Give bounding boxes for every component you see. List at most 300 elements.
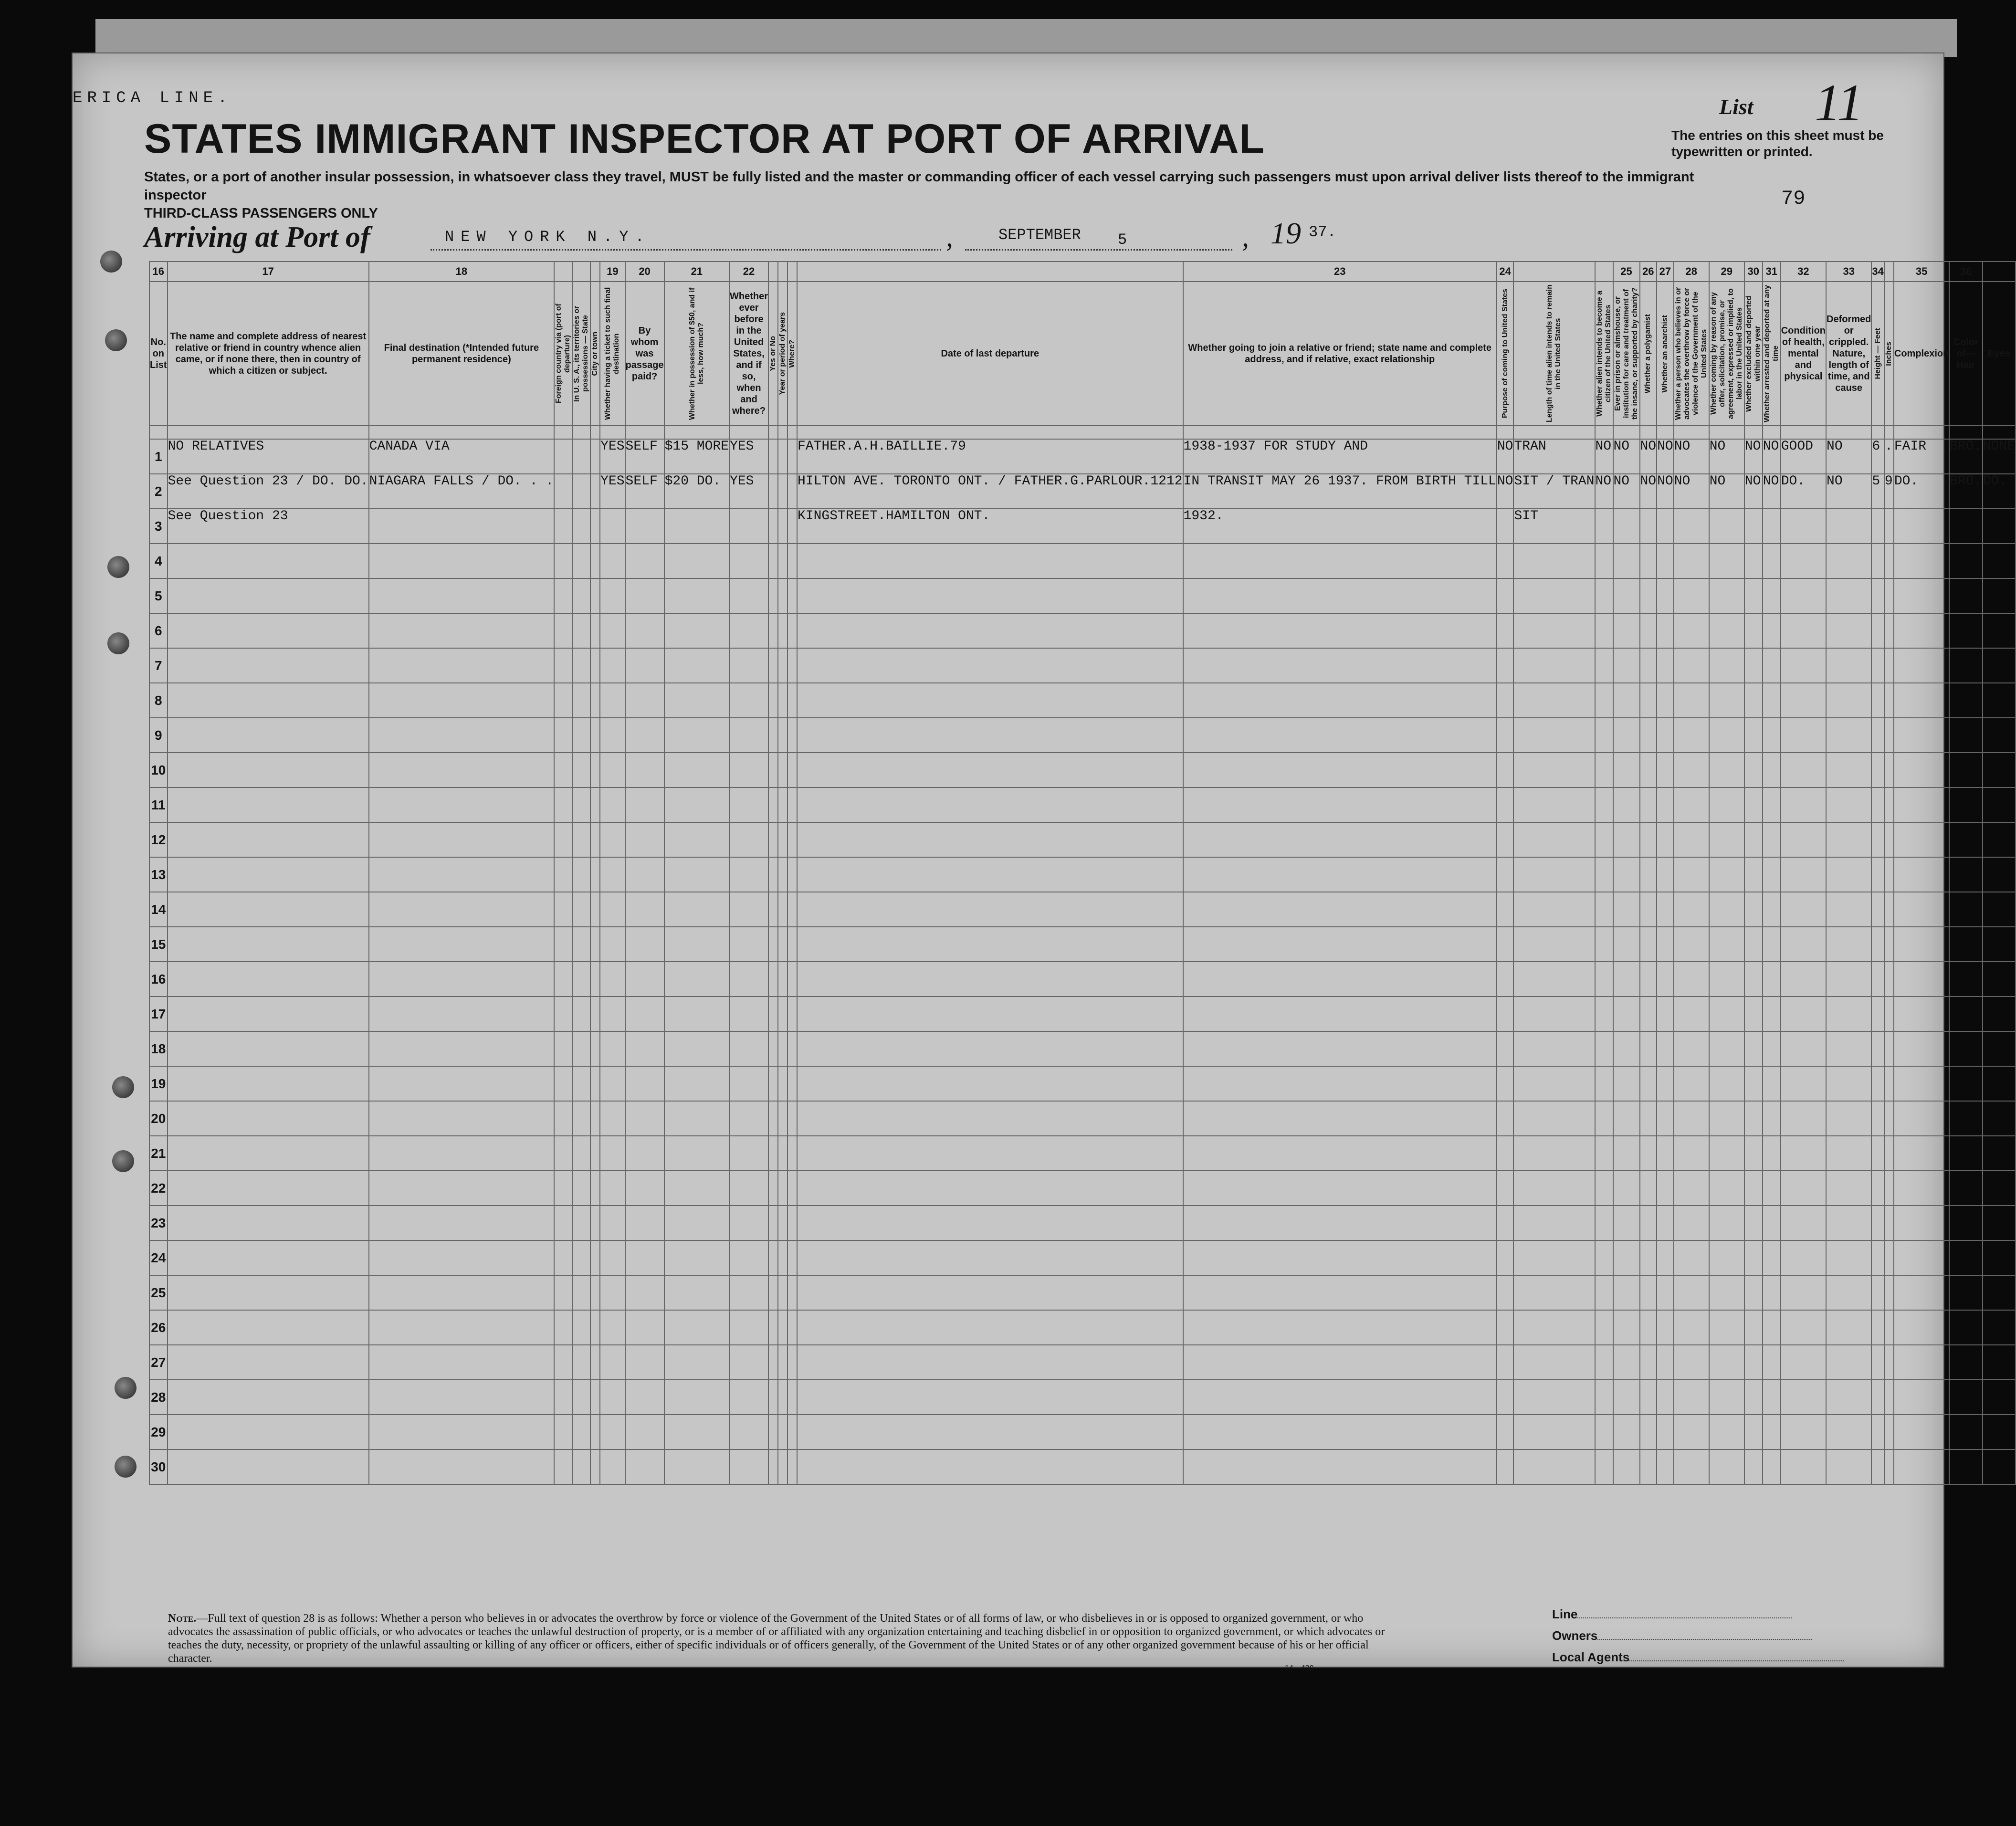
- table-cell: [554, 927, 572, 962]
- table-cell: [1513, 787, 1595, 822]
- table-cell: [1657, 892, 1674, 927]
- table-cell: [168, 578, 369, 613]
- table-cell: [600, 1031, 625, 1066]
- column-header-cell: [149, 282, 168, 426]
- table-cell: [1497, 1449, 1514, 1484]
- row-number: 28: [149, 1380, 168, 1415]
- list-number: 11: [1815, 73, 1863, 132]
- table-cell: [1763, 1206, 1781, 1240]
- table-cell: [778, 927, 788, 962]
- table-cell: [1894, 962, 1949, 997]
- table-cell: NO: [1657, 474, 1674, 509]
- table-cell: [768, 1345, 778, 1380]
- table-row: [149, 1171, 2016, 1206]
- table-cell: [600, 648, 625, 683]
- column-header-label: Whether in possession of $50, and if less, how much?: [688, 287, 705, 420]
- table-cell: [1709, 997, 1744, 1031]
- column-number-cell: 17: [168, 262, 369, 282]
- table-row: [149, 1101, 2016, 1136]
- table-cell: [554, 1449, 572, 1484]
- table-cell: [1894, 578, 1949, 613]
- row-number: 11: [149, 787, 168, 822]
- table-cell: [778, 1206, 788, 1240]
- table-row: [149, 648, 2016, 683]
- column-header-cell: [1657, 282, 1674, 426]
- table-cell: [1613, 1031, 1640, 1066]
- table-cell: [768, 1449, 778, 1484]
- table-cell: [788, 857, 797, 892]
- table-cell: [1949, 892, 1982, 927]
- table-cell: [1826, 683, 1871, 718]
- table-cell: [1826, 787, 1871, 822]
- table-cell: [729, 1345, 768, 1380]
- table-cell: [1983, 857, 2016, 892]
- table-cell: [1640, 1101, 1657, 1136]
- table-cell: [797, 1380, 1183, 1415]
- table-cell: [1894, 683, 1949, 718]
- table-cell: BRO.: [1949, 439, 1982, 474]
- table-cell: [1640, 683, 1657, 718]
- table-cell: [625, 1136, 664, 1171]
- row-number: 13: [149, 857, 168, 892]
- table-cell: [1894, 997, 1949, 1031]
- table-cell: [1183, 1031, 1497, 1066]
- table-cell: [664, 613, 729, 648]
- table-row: [149, 892, 2016, 927]
- column-number-cell: [590, 262, 600, 282]
- table-cell: [590, 822, 600, 857]
- table-cell: [1826, 1031, 1871, 1066]
- table-cell: [554, 857, 572, 892]
- table-cell: [600, 822, 625, 857]
- column-header-label: Whether having a ticket to such final destination: [604, 287, 621, 420]
- column-header-cell: [600, 282, 625, 426]
- table-cell: [1894, 509, 1949, 544]
- table-cell: [572, 1066, 590, 1101]
- table-cell: [778, 1101, 788, 1136]
- column-header-cell: [1640, 282, 1657, 426]
- table-cell: [1183, 578, 1497, 613]
- table-cell: [788, 718, 797, 753]
- table-cell: [1884, 648, 1894, 683]
- table-cell: [1595, 1240, 1613, 1275]
- table-cell: [1826, 822, 1871, 857]
- table-cell: [1497, 578, 1514, 613]
- table-cell: [1949, 613, 1982, 648]
- table-cell: [664, 1275, 729, 1310]
- table-cell: [168, 1066, 369, 1101]
- table-cell: [729, 753, 768, 787]
- table-cell: [1744, 544, 1763, 578]
- table-cell: [729, 718, 768, 753]
- table-cell: [1497, 718, 1514, 753]
- table-cell: [1983, 1415, 2016, 1449]
- column-number-cell: 33: [1826, 262, 1871, 282]
- table-cell: TRAN: [1513, 439, 1595, 474]
- table-cell: [1781, 997, 1826, 1031]
- column-header-label: No. on List: [150, 337, 167, 370]
- table-cell: [572, 1345, 590, 1380]
- table-cell: FATHER.A.H.BAILLIE.79: [797, 439, 1183, 474]
- table-cell: [625, 892, 664, 927]
- table-cell: [369, 613, 554, 648]
- table-cell: [1894, 857, 1949, 892]
- table-cell: [1871, 962, 1884, 997]
- table-cell: [168, 1101, 369, 1136]
- table-cell: [1657, 1240, 1674, 1275]
- table-cell: [600, 1136, 625, 1171]
- table-cell: [600, 857, 625, 892]
- table-cell: [625, 997, 664, 1031]
- table-cell: [1709, 578, 1744, 613]
- column-header-cell: [1613, 282, 1640, 426]
- table-cell: [1744, 1415, 1763, 1449]
- table-cell: [625, 544, 664, 578]
- table-cell: [1657, 962, 1674, 997]
- table-cell: NONE: [1983, 439, 2016, 474]
- table-cell: [1640, 544, 1657, 578]
- table-row: [149, 1380, 2016, 1415]
- table-cell: [797, 1136, 1183, 1171]
- table-cell: [1709, 613, 1744, 648]
- table-cell: [554, 509, 572, 544]
- table-cell: [788, 1101, 797, 1136]
- table-cell: [1709, 787, 1744, 822]
- table-row: [149, 1310, 2016, 1345]
- table-cell: [590, 753, 600, 787]
- table-cell: [1657, 578, 1674, 613]
- table-cell: [1884, 1136, 1894, 1171]
- table-cell: [1640, 1031, 1657, 1066]
- table-cell: [554, 578, 572, 613]
- row-number: 10: [149, 753, 168, 787]
- table-cell: [768, 997, 778, 1031]
- agents-label: Local Agents: [1552, 1650, 1630, 1664]
- table-cell: [1781, 509, 1826, 544]
- table-cell: [1640, 997, 1657, 1031]
- table-cell: [1674, 1380, 1709, 1415]
- table-cell: [554, 753, 572, 787]
- row-number: 16: [149, 962, 168, 997]
- table-cell: [1871, 1380, 1884, 1415]
- column-header-label: The name and complete address of nearest relative or friend in country whence alien came, or if none there, then in country of which a citizen or subject.: [169, 331, 367, 376]
- column-header-cell: [1781, 282, 1826, 426]
- column-number-cell: 20: [625, 262, 664, 282]
- table-cell: [1763, 927, 1781, 962]
- table-cell: [1983, 962, 2016, 997]
- table-cell: [1709, 1345, 1744, 1380]
- table-cell: [554, 822, 572, 857]
- table-cell: [572, 509, 590, 544]
- table-cell: [788, 1031, 797, 1066]
- table-cell: [625, 753, 664, 787]
- table-cell: SELF: [625, 474, 664, 509]
- table-cell: [1183, 1345, 1497, 1380]
- table-cell: [664, 1415, 729, 1449]
- table-cell: [1709, 753, 1744, 787]
- table-cell: [1513, 1345, 1595, 1380]
- table-cell: [1744, 1240, 1763, 1275]
- table-cell: [797, 857, 1183, 892]
- table-cell: [554, 787, 572, 822]
- table-row: [149, 718, 2016, 753]
- table-cell: [1497, 997, 1514, 1031]
- table-cell: [572, 857, 590, 892]
- table-cell: [1709, 1031, 1744, 1066]
- table-cell: [1657, 1101, 1674, 1136]
- row-number: 24: [149, 1240, 168, 1275]
- table-cell: [1640, 578, 1657, 613]
- column-header-label: Whether a person who believes in or advocates the overthrow by force or violence of the Government of the United States: [1674, 287, 1708, 420]
- table-cell: [1781, 1101, 1826, 1136]
- table-cell: [369, 1171, 554, 1206]
- binding-hole: [107, 556, 129, 578]
- table-cell: [1595, 718, 1613, 753]
- table-cell: [1674, 857, 1709, 892]
- row-number: 5: [149, 578, 168, 613]
- table-cell: [1884, 578, 1894, 613]
- table-cell: [788, 1171, 797, 1206]
- table-cell: [1781, 892, 1826, 927]
- column-header-label: In U. S. A., its territories or possessions — State: [573, 305, 590, 402]
- table-cell: [1709, 1275, 1744, 1310]
- column-number-cell: [1513, 262, 1595, 282]
- table-cell: [1744, 1380, 1763, 1415]
- table-cell: [797, 962, 1183, 997]
- table-cell: NO: [1744, 439, 1763, 474]
- row-number: 6: [149, 613, 168, 648]
- table-cell: [1674, 648, 1709, 683]
- table-cell: [1183, 1275, 1497, 1310]
- table-cell: [572, 474, 590, 509]
- table-cell: [1744, 1066, 1763, 1101]
- table-cell: [1674, 1101, 1709, 1136]
- table-cell: [729, 683, 768, 718]
- table-cell: [1983, 613, 2016, 648]
- table-cell: [572, 1206, 590, 1240]
- table-cell: [369, 997, 554, 1031]
- table-cell: [1826, 857, 1871, 892]
- column-number-cell: 27: [1657, 262, 1674, 282]
- table-cell: [729, 927, 768, 962]
- row-number: 22: [149, 1171, 168, 1206]
- column-number-cell: 18: [369, 262, 554, 282]
- table-cell: [1657, 718, 1674, 753]
- table-cell: [572, 787, 590, 822]
- table-cell: [554, 1171, 572, 1206]
- table-cell: [1744, 822, 1763, 857]
- table-cell: [729, 1310, 768, 1345]
- table-row: [149, 1206, 2016, 1240]
- column-header-label: Where?: [788, 339, 797, 368]
- note-label: Note.: [168, 1612, 197, 1625]
- table-cell: [1763, 1275, 1781, 1310]
- column-header-label: Height — Feet: [1873, 328, 1882, 379]
- row-number: 23: [149, 1206, 168, 1240]
- table-cell: [625, 1345, 664, 1380]
- table-cell: [1640, 962, 1657, 997]
- table-cell: [1513, 1310, 1595, 1345]
- table-cell: [1826, 892, 1871, 927]
- table-cell: [1871, 1310, 1884, 1345]
- table-cell: [369, 962, 554, 997]
- table-cell: [797, 753, 1183, 787]
- table-cell: [1513, 1449, 1595, 1484]
- table-cell: [1744, 927, 1763, 962]
- table-cell: [1513, 1136, 1595, 1171]
- table-cell: [1871, 787, 1884, 822]
- table-cell: [1709, 927, 1744, 962]
- table-cell: [1657, 1310, 1674, 1345]
- table-cell: [1595, 544, 1613, 578]
- binding-hole: [107, 632, 129, 654]
- table-cell: [1183, 613, 1497, 648]
- table-cell: [590, 439, 600, 474]
- table-cell: [1983, 1449, 2016, 1484]
- table-cell: [590, 1171, 600, 1206]
- table-cell: [369, 1415, 554, 1449]
- table-cell: [729, 787, 768, 822]
- table-cell: [1949, 509, 1982, 544]
- table-cell: [729, 1066, 768, 1101]
- table-cell: [729, 1206, 768, 1240]
- table-cell: [1894, 1240, 1949, 1275]
- table-cell: [1763, 997, 1781, 1031]
- table-cell: [1983, 927, 2016, 962]
- table-cell: [788, 578, 797, 613]
- table-cell: [168, 822, 369, 857]
- table-cell: IN TRANSIT MAY 26 1937. FROM BIRTH TILL: [1183, 474, 1497, 509]
- table-cell: [664, 753, 729, 787]
- column-number-cell: 28: [1674, 262, 1709, 282]
- table-cell: [778, 648, 788, 683]
- table-cell: [778, 1380, 788, 1415]
- page-number: 79: [1781, 187, 1806, 210]
- table-cell: [1744, 892, 1763, 927]
- column-number-cell: 23: [1183, 262, 1497, 282]
- manifest-sheet: [72, 52, 2015, 1672]
- table-cell: [664, 1101, 729, 1136]
- line-signature: [1552, 1607, 1792, 1622]
- table-cell: [600, 1171, 625, 1206]
- table-cell: [1674, 892, 1709, 927]
- table-cell: [729, 892, 768, 927]
- table-cell: [1983, 753, 2016, 787]
- column-number-cell: [788, 262, 797, 282]
- table-cell: [600, 1310, 625, 1345]
- table-cell: [600, 1449, 625, 1484]
- table-cell: [1949, 683, 1982, 718]
- table-cell: [788, 1449, 797, 1484]
- row-number: 26: [149, 1310, 168, 1345]
- table-cell: [1894, 718, 1949, 753]
- agents-signature: [1552, 1650, 1844, 1665]
- table-cell: [1763, 1101, 1781, 1136]
- table-cell: [1871, 892, 1884, 927]
- table-cell: [1497, 544, 1514, 578]
- column-header-cell: [729, 282, 768, 426]
- table-cell: [1826, 927, 1871, 962]
- table-cell: [554, 1380, 572, 1415]
- table-cell: [1871, 1449, 1884, 1484]
- table-cell: [1894, 648, 1949, 683]
- table-cell: [1781, 787, 1826, 822]
- table-cell: [1595, 857, 1613, 892]
- table-cell: [369, 648, 554, 683]
- table-cell: [778, 787, 788, 822]
- table-cell: [1674, 1171, 1709, 1206]
- table-cell: [729, 509, 768, 544]
- table-cell: [1763, 1380, 1781, 1415]
- table-cell: [1744, 962, 1763, 997]
- table-cell: [788, 648, 797, 683]
- table-cell: [1613, 1275, 1640, 1310]
- column-header-cell: [1826, 282, 1871, 426]
- table-cell: [572, 648, 590, 683]
- table-cell: [788, 1136, 797, 1171]
- table-cell: [1657, 1345, 1674, 1380]
- column-number-cell: 21: [664, 262, 729, 282]
- table-cell: [1613, 927, 1640, 962]
- table-cell: [1709, 1101, 1744, 1136]
- table-cell: [664, 927, 729, 962]
- table-cell: [1826, 544, 1871, 578]
- table-cell: [1949, 1206, 1982, 1240]
- table-cell: [1513, 683, 1595, 718]
- column-number-cell: [1884, 262, 1894, 282]
- table-cell: [1497, 1171, 1514, 1206]
- table-cell: [788, 509, 797, 544]
- table-cell: [768, 962, 778, 997]
- table-cell: [1674, 1449, 1709, 1484]
- table-cell: [590, 962, 600, 997]
- table-cell: [1183, 1449, 1497, 1484]
- table-cell: [590, 1206, 600, 1240]
- table-cell: KINGSTREET.HAMILTON ONT.: [797, 509, 1183, 544]
- row-number: 1: [149, 439, 168, 474]
- table-cell: [1744, 1101, 1763, 1136]
- table-cell: [1183, 718, 1497, 753]
- table-cell: [1709, 1310, 1744, 1345]
- table-cell: [1884, 509, 1894, 544]
- table-cell: [600, 787, 625, 822]
- table-cell: [1640, 1240, 1657, 1275]
- table-cell: [1497, 1031, 1514, 1066]
- column-header-label: Yes or No: [769, 336, 777, 371]
- table-cell: [590, 683, 600, 718]
- table-cell: NO: [1709, 439, 1744, 474]
- table-row: [149, 1066, 2016, 1101]
- manifest-table: [149, 261, 2016, 1485]
- table-cell: [1983, 1031, 2016, 1066]
- row-number: 18: [149, 1031, 168, 1066]
- table-cell: [1595, 787, 1613, 822]
- table-cell: [1826, 1345, 1871, 1380]
- table-cell: [1744, 1275, 1763, 1310]
- table-cell: [1983, 822, 2016, 857]
- table-cell: [1613, 1240, 1640, 1275]
- table-cell: [1744, 648, 1763, 683]
- table-cell: [1871, 578, 1884, 613]
- table-cell: [554, 1240, 572, 1275]
- column-number-cell: 19: [600, 262, 625, 282]
- table-cell: [1183, 997, 1497, 1031]
- table-cell: [1826, 1310, 1871, 1345]
- table-cell: [1640, 1275, 1657, 1310]
- table-cell: [1709, 962, 1744, 997]
- table-cell: GOOD: [1781, 439, 1826, 474]
- table-cell: [1709, 822, 1744, 857]
